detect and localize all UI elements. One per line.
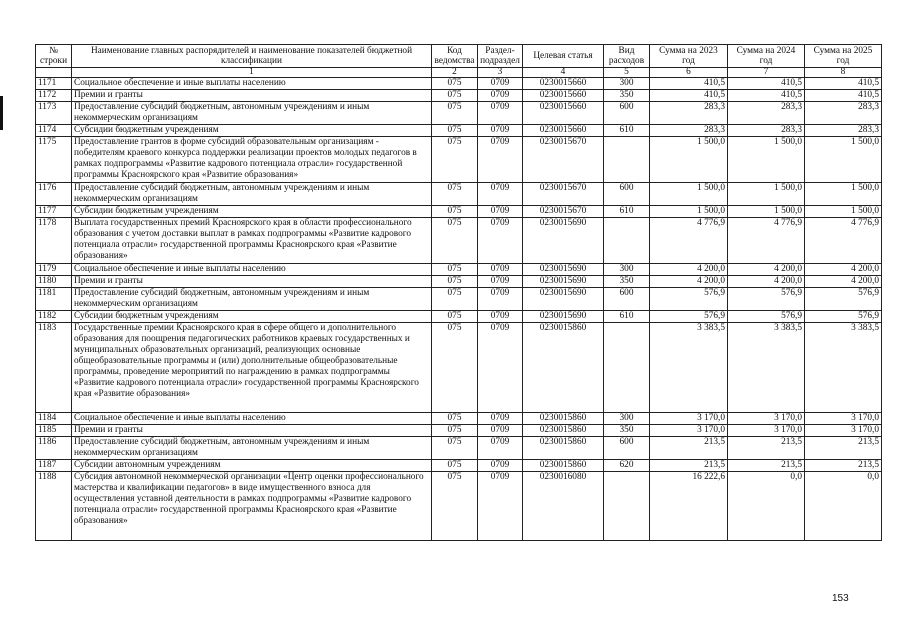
row-section: 0709 bbox=[478, 413, 523, 425]
row-sum-2023: 576,9 bbox=[650, 311, 728, 323]
row-sum-2025: 283,3 bbox=[805, 102, 882, 125]
row-name: Предоставление субсидий бюджетным, автономным учреждениям и иным некоммерческим организациям bbox=[72, 102, 432, 125]
header-section: Раздел-подраздел bbox=[478, 45, 523, 68]
budget-table bbox=[35, 44, 882, 541]
row-target: 0230015690 bbox=[523, 311, 604, 323]
row-sum-2024: 576,9 bbox=[728, 288, 805, 311]
row-number: 1178 bbox=[36, 218, 72, 264]
row-expense-type: 300 bbox=[604, 264, 650, 276]
row-sum-2025: 4 200,0 bbox=[805, 264, 882, 276]
row-number: 1177 bbox=[36, 206, 72, 218]
row-sum-2023: 4 776,9 bbox=[650, 218, 728, 264]
row-sum-2024: 3 383,5 bbox=[728, 323, 805, 413]
table-row bbox=[36, 264, 882, 276]
row-sum-2023: 1 500,0 bbox=[650, 137, 728, 183]
row-sum-2023: 410,5 bbox=[650, 90, 728, 102]
row-section: 0709 bbox=[478, 90, 523, 102]
row-expense-type: 600 bbox=[604, 102, 650, 125]
row-sum-2025: 410,5 bbox=[805, 78, 882, 90]
row-expense-type bbox=[604, 218, 650, 264]
row-dept-code: 075 bbox=[432, 425, 478, 437]
row-section: 0709 bbox=[478, 125, 523, 137]
row-sum-2024: 4 200,0 bbox=[728, 264, 805, 276]
row-expense-type: 300 bbox=[604, 413, 650, 425]
table-row bbox=[36, 78, 882, 90]
row-target: 0230016080 bbox=[523, 472, 604, 541]
row-target: 0230015660 bbox=[523, 125, 604, 137]
row-target: 0230015860 bbox=[523, 460, 604, 472]
row-target: 0230015670 bbox=[523, 183, 604, 206]
row-number: 1172 bbox=[36, 90, 72, 102]
row-name: Государственные премии Красноярского края в сфере общего и дополнительного образования для поощрения педагогических работников краевых государственных и муниципальных образовательных организаций, реализующих основные общеобразовательные программы и (или) дополнительные общеобразовательные программы, проведение мероприятий по награждению в рамках подпрограммы «Развитие кадрового потенциала отрасли» государственной программы Красноярского края «Развитие образования» bbox=[72, 323, 432, 413]
row-sum-2025: 283,3 bbox=[805, 125, 882, 137]
table-row bbox=[36, 413, 882, 425]
row-sum-2024: 4 200,0 bbox=[728, 276, 805, 288]
column-index: 7 bbox=[728, 68, 805, 78]
row-expense-type: 620 bbox=[604, 460, 650, 472]
row-sum-2023: 1 500,0 bbox=[650, 183, 728, 206]
row-target: 0230015670 bbox=[523, 137, 604, 183]
row-name: Предоставление субсидий бюджетным, автономным учреждениям и иным некоммерческим организациям bbox=[72, 183, 432, 206]
row-number: 1174 bbox=[36, 125, 72, 137]
row-sum-2024: 1 500,0 bbox=[728, 183, 805, 206]
row-number: 1182 bbox=[36, 311, 72, 323]
row-target: 0230015690 bbox=[523, 276, 604, 288]
row-target: 0230015660 bbox=[523, 78, 604, 90]
row-section: 0709 bbox=[478, 288, 523, 311]
row-target: 0230015860 bbox=[523, 323, 604, 413]
row-sum-2024: 1 500,0 bbox=[728, 206, 805, 218]
row-sum-2024: 410,5 bbox=[728, 90, 805, 102]
row-section: 0709 bbox=[478, 460, 523, 472]
header-sum-2023: Сумма на 2023 год bbox=[650, 45, 728, 68]
row-number: 1179 bbox=[36, 264, 72, 276]
row-expense-type: 600 bbox=[604, 437, 650, 460]
table-row bbox=[36, 183, 882, 206]
row-expense-type: 350 bbox=[604, 276, 650, 288]
row-target: 0230015860 bbox=[523, 425, 604, 437]
row-sum-2024: 0,0 bbox=[728, 472, 805, 541]
row-name: Социальное обеспечение и иные выплаты населению bbox=[72, 264, 432, 276]
row-sum-2025: 3 170,0 bbox=[805, 413, 882, 425]
row-sum-2023: 213,5 bbox=[650, 460, 728, 472]
row-number: 1175 bbox=[36, 137, 72, 183]
row-expense-type: 300 bbox=[604, 78, 650, 90]
row-section: 0709 bbox=[478, 183, 523, 206]
row-dept-code: 075 bbox=[432, 125, 478, 137]
table-row bbox=[36, 437, 882, 460]
table-row bbox=[36, 137, 882, 183]
row-section: 0709 bbox=[478, 78, 523, 90]
table-row bbox=[36, 323, 882, 413]
column-index: 3 bbox=[478, 68, 523, 78]
table-header bbox=[36, 45, 882, 78]
row-dept-code: 075 bbox=[432, 218, 478, 264]
row-dept-code: 075 bbox=[432, 472, 478, 541]
header-dept-code: Код ведомства bbox=[432, 45, 478, 68]
row-sum-2023: 16 222,6 bbox=[650, 472, 728, 541]
row-target: 0230015690 bbox=[523, 264, 604, 276]
row-dept-code: 075 bbox=[432, 102, 478, 125]
row-section: 0709 bbox=[478, 323, 523, 413]
row-sum-2024: 4 776,9 bbox=[728, 218, 805, 264]
row-number: 1176 bbox=[36, 183, 72, 206]
row-name: Субсидии бюджетным учреждениям bbox=[72, 206, 432, 218]
row-number: 1188 bbox=[36, 472, 72, 541]
row-name: Предоставление субсидий бюджетным, автономным учреждениям и иным некоммерческим организациям bbox=[72, 437, 432, 460]
column-index: 2 bbox=[432, 68, 478, 78]
row-sum-2025: 213,5 bbox=[805, 437, 882, 460]
row-sum-2024: 3 170,0 bbox=[728, 425, 805, 437]
row-target: 0230015860 bbox=[523, 437, 604, 460]
row-dept-code: 075 bbox=[432, 206, 478, 218]
row-name: Премии и гранты bbox=[72, 425, 432, 437]
row-expense-type: 600 bbox=[604, 288, 650, 311]
row-target: 0230015690 bbox=[523, 288, 604, 311]
row-number: 1183 bbox=[36, 323, 72, 413]
row-dept-code: 075 bbox=[432, 78, 478, 90]
row-section: 0709 bbox=[478, 472, 523, 541]
row-name: Социальное обеспечение и иные выплаты населению bbox=[72, 413, 432, 425]
row-sum-2023: 283,3 bbox=[650, 102, 728, 125]
row-expense-type: 610 bbox=[604, 125, 650, 137]
row-name: Выплата государственных премий Красноярского края в области профессионального образования с учетом доставки выплат в рамках подпрограммы «Развитие кадрового потенциала отрасли» государственной программы Красноярского края «Развитие образования» bbox=[72, 218, 432, 264]
row-dept-code: 075 bbox=[432, 183, 478, 206]
row-sum-2024: 213,5 bbox=[728, 437, 805, 460]
header-expense-type: Вид расходов bbox=[604, 45, 650, 68]
column-index: 1 bbox=[72, 68, 432, 78]
row-expense-type: 610 bbox=[604, 311, 650, 323]
row-sum-2025: 1 500,0 bbox=[805, 137, 882, 183]
row-name: Премии и гранты bbox=[72, 90, 432, 102]
table-row bbox=[36, 90, 882, 102]
row-target: 0230015690 bbox=[523, 218, 604, 264]
row-name: Социальное обеспечение и иные выплаты населению bbox=[72, 78, 432, 90]
table-row bbox=[36, 218, 882, 264]
row-number: 1173 bbox=[36, 102, 72, 125]
row-sum-2024: 283,3 bbox=[728, 102, 805, 125]
row-sum-2025: 1 500,0 bbox=[805, 206, 882, 218]
row-sum-2025: 410,5 bbox=[805, 90, 882, 102]
row-dept-code: 075 bbox=[432, 437, 478, 460]
table-body bbox=[36, 78, 882, 541]
row-sum-2025: 0,0 bbox=[805, 472, 882, 541]
row-dept-code: 075 bbox=[432, 288, 478, 311]
row-section: 0709 bbox=[478, 264, 523, 276]
row-expense-type bbox=[604, 323, 650, 413]
scan-edge-mark bbox=[0, 96, 3, 130]
table-row bbox=[36, 311, 882, 323]
column-index: 4 bbox=[523, 68, 604, 78]
row-name: Субсидии автономным учреждениям bbox=[72, 460, 432, 472]
row-target: 0230015660 bbox=[523, 90, 604, 102]
row-dept-code: 075 bbox=[432, 460, 478, 472]
row-name: Предоставление субсидий бюджетным, автономным учреждениям и иным некоммерческим организациям bbox=[72, 288, 432, 311]
table-row bbox=[36, 460, 882, 472]
row-sum-2023: 283,3 bbox=[650, 125, 728, 137]
row-sum-2024: 213,5 bbox=[728, 460, 805, 472]
header-row-no: № строки bbox=[36, 45, 72, 68]
row-dept-code: 075 bbox=[432, 413, 478, 425]
row-dept-code: 075 bbox=[432, 311, 478, 323]
row-sum-2023: 3 383,5 bbox=[650, 323, 728, 413]
row-sum-2025: 4 200,0 bbox=[805, 276, 882, 288]
row-number: 1181 bbox=[36, 288, 72, 311]
row-sum-2023: 3 170,0 bbox=[650, 413, 728, 425]
column-index bbox=[36, 68, 72, 78]
row-sum-2025: 1 500,0 bbox=[805, 183, 882, 206]
row-sum-2024: 410,5 bbox=[728, 78, 805, 90]
column-index-row bbox=[36, 68, 882, 78]
row-sum-2024: 3 170,0 bbox=[728, 413, 805, 425]
row-number: 1184 bbox=[36, 413, 72, 425]
row-section: 0709 bbox=[478, 425, 523, 437]
row-section: 0709 bbox=[478, 276, 523, 288]
row-number: 1187 bbox=[36, 460, 72, 472]
row-target: 0230015670 bbox=[523, 206, 604, 218]
header-sum-2025: Сумма на 2025 год bbox=[805, 45, 882, 68]
row-section: 0709 bbox=[478, 311, 523, 323]
row-section: 0709 bbox=[478, 437, 523, 460]
row-dept-code: 075 bbox=[432, 276, 478, 288]
table-row bbox=[36, 425, 882, 437]
row-number: 1186 bbox=[36, 437, 72, 460]
row-sum-2023: 3 170,0 bbox=[650, 425, 728, 437]
row-target: 0230015860 bbox=[523, 413, 604, 425]
row-sum-2025: 213,5 bbox=[805, 460, 882, 472]
row-number: 1171 bbox=[36, 78, 72, 90]
row-dept-code: 075 bbox=[432, 264, 478, 276]
column-index: 6 bbox=[650, 68, 728, 78]
row-name: Предоставление грантов в форме субсидий образовательным организациям - победителям краевого конкурса поддержки реализации проектов молодых педагогов в рамках подпрограммы «Развитие кадрового потенциала отрасли» государственной программы Красноярского края «Развитие образования» bbox=[72, 137, 432, 183]
row-sum-2023: 4 200,0 bbox=[650, 264, 728, 276]
row-section: 0709 bbox=[478, 102, 523, 125]
column-index: 5 bbox=[604, 68, 650, 78]
row-sum-2025: 3 170,0 bbox=[805, 425, 882, 437]
row-name: Премии и гранты bbox=[72, 276, 432, 288]
row-section: 0709 bbox=[478, 218, 523, 264]
header-sum-2024: Сумма на 2024 год bbox=[728, 45, 805, 68]
row-number: 1185 bbox=[36, 425, 72, 437]
table-row bbox=[36, 288, 882, 311]
row-dept-code: 075 bbox=[432, 90, 478, 102]
row-expense-type: 350 bbox=[604, 425, 650, 437]
row-sum-2024: 576,9 bbox=[728, 311, 805, 323]
row-sum-2025: 576,9 bbox=[805, 311, 882, 323]
header-name: Наименование главных распорядителей и наименование показателей бюджетной классификации bbox=[72, 45, 432, 68]
column-index: 8 bbox=[805, 68, 882, 78]
row-sum-2023: 4 200,0 bbox=[650, 276, 728, 288]
row-name: Субсидии бюджетным учреждениям bbox=[72, 125, 432, 137]
table-row bbox=[36, 102, 882, 125]
row-number: 1180 bbox=[36, 276, 72, 288]
row-section: 0709 bbox=[478, 206, 523, 218]
table-row bbox=[36, 472, 882, 541]
row-expense-type bbox=[604, 472, 650, 541]
row-name: Субсидии бюджетным учреждениям bbox=[72, 311, 432, 323]
row-sum-2025: 576,9 bbox=[805, 288, 882, 311]
row-section: 0709 bbox=[478, 137, 523, 183]
row-sum-2024: 1 500,0 bbox=[728, 137, 805, 183]
row-target: 0230015660 bbox=[523, 102, 604, 125]
row-sum-2023: 213,5 bbox=[650, 437, 728, 460]
header-target: Целевая статья bbox=[523, 45, 604, 68]
row-sum-2023: 576,9 bbox=[650, 288, 728, 311]
header-row bbox=[36, 45, 882, 68]
table-row bbox=[36, 206, 882, 218]
row-dept-code: 075 bbox=[432, 137, 478, 183]
page-number: 153 bbox=[832, 593, 849, 604]
row-expense-type: 350 bbox=[604, 90, 650, 102]
row-sum-2024: 283,3 bbox=[728, 125, 805, 137]
row-sum-2023: 410,5 bbox=[650, 78, 728, 90]
table-row bbox=[36, 125, 882, 137]
row-name: Субсидия автономной некоммерческой организации «Центр оценки профессионального мастерства и квалификации педагогов» в виде имущественного взноса для осуществления уставной деятельности в рамках подпрограммы «Развитие кадрового потенциала отрасли» государственной программы Красноярского края «Развитие образования» bbox=[72, 472, 432, 541]
row-dept-code: 075 bbox=[432, 323, 478, 413]
row-expense-type: 610 bbox=[604, 206, 650, 218]
row-expense-type: 600 bbox=[604, 183, 650, 206]
table-row bbox=[36, 276, 882, 288]
row-sum-2023: 1 500,0 bbox=[650, 206, 728, 218]
row-sum-2025: 3 383,5 bbox=[805, 323, 882, 413]
row-expense-type bbox=[604, 137, 650, 183]
row-sum-2025: 4 776,9 bbox=[805, 218, 882, 264]
